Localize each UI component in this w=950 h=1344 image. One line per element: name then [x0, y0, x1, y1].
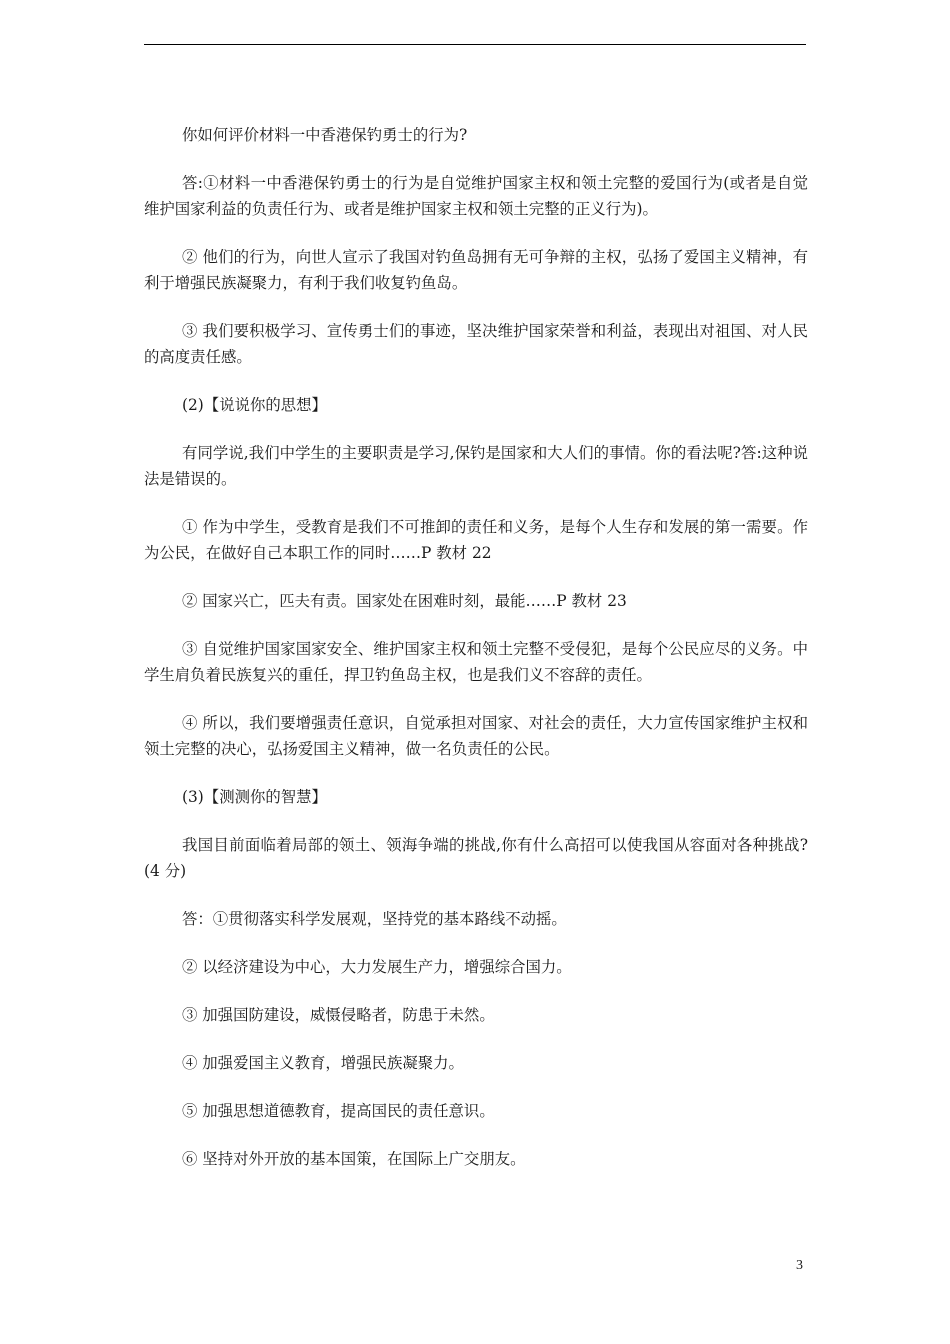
paragraph-answer-1-point-2: ② 他们的行为，向世人宣示了我国对钓鱼岛拥有无可争辩的主权，弘扬了爱国主义精神，有利于增强民族凝聚力，有利于我们收复钓鱼岛。 [144, 248, 808, 292]
paragraph-answer-3-point-2: ② 以经济建设为中心，大力发展生产力，增强综合国力。 [182, 958, 572, 976]
paragraph-answer-2-point-4: ④ 所以，我们要增强责任意识，自觉承担对国家、对社会的责任，大力宣传国家维护主权和领土完整的决心，弘扬爱国主义精神，做一名负责任的公民。 [144, 714, 808, 758]
paragraph-answer-3-point-6: ⑥ 坚持对外开放的基本国策，在国际上广交朋友。 [182, 1150, 526, 1168]
paragraph-answer-2-point-2: ② 国家兴亡，匹夫有责。国家处在困难时刻，最能……P 教材 23 [182, 592, 627, 610]
paragraph-answer-3-point-5: ⑤ 加强思想道德教育，提高国民的责任意识。 [182, 1102, 495, 1120]
document-body [144, 122, 808, 1172]
paragraph-question-3: 我国目前面临着局部的领土、领海争端的挑战,你有什么高招可以使我国从容面对各种挑战?(4 分) [144, 836, 808, 880]
paragraph-question-1: 你如何评价材料一中香港保钓勇士的行为? [182, 126, 468, 144]
paragraph-answer-2-point-1: ① 作为中学生，受教育是我们不可推卸的责任和义务，是每个人生存和发展的第一需要。作为公民，在做好自己本职工作的同时……P 教材 22 [144, 518, 808, 562]
header-rule [144, 44, 806, 45]
paragraph-answer-3-point-3: ③ 加强国防建设，威慑侵略者，防患于未然。 [182, 1006, 495, 1024]
paragraph-answer-3-point-1: 答：①贯彻落实科学发展观，坚持党的基本路线不动摇。 [182, 910, 567, 928]
paragraph-answer-3-point-4: ④ 加强爱国主义教育，增强民族凝聚力。 [182, 1054, 464, 1072]
section-heading-2: (2)【说说你的思想】 [182, 396, 327, 414]
page-number: 3 [796, 1258, 803, 1273]
paragraph-answer-2-point-3: ③ 自觉维护国家国家安全、维护国家主权和领土完整不受侵犯，是每个公民应尽的义务。中学生肩负着民族复兴的重任，捍卫钓鱼岛主权，也是我们义不容辞的责任。 [144, 640, 808, 684]
paragraph-question-2: 有同学说,我们中学生的主要职责是学习,保钓是国家和大人们的事情。你的看法呢?答:这种说法是错误的。 [144, 444, 808, 488]
section-heading-3: (3)【测测你的智慧】 [182, 788, 327, 806]
paragraph-answer-1-point-3: ③ 我们要积极学习、宣传勇士们的事迹，坚决维护国家荣誉和利益，表现出对祖国、对人民的高度责任感。 [144, 322, 808, 366]
paragraph-answer-1: 答:①材料一中香港保钓勇士的行为是自觉维护国家主权和领土完整的爱国行为(或者是自觉维护国家利益的负责任行为、或者是维护国家主权和领土完整的正义行为)。 [144, 174, 808, 218]
